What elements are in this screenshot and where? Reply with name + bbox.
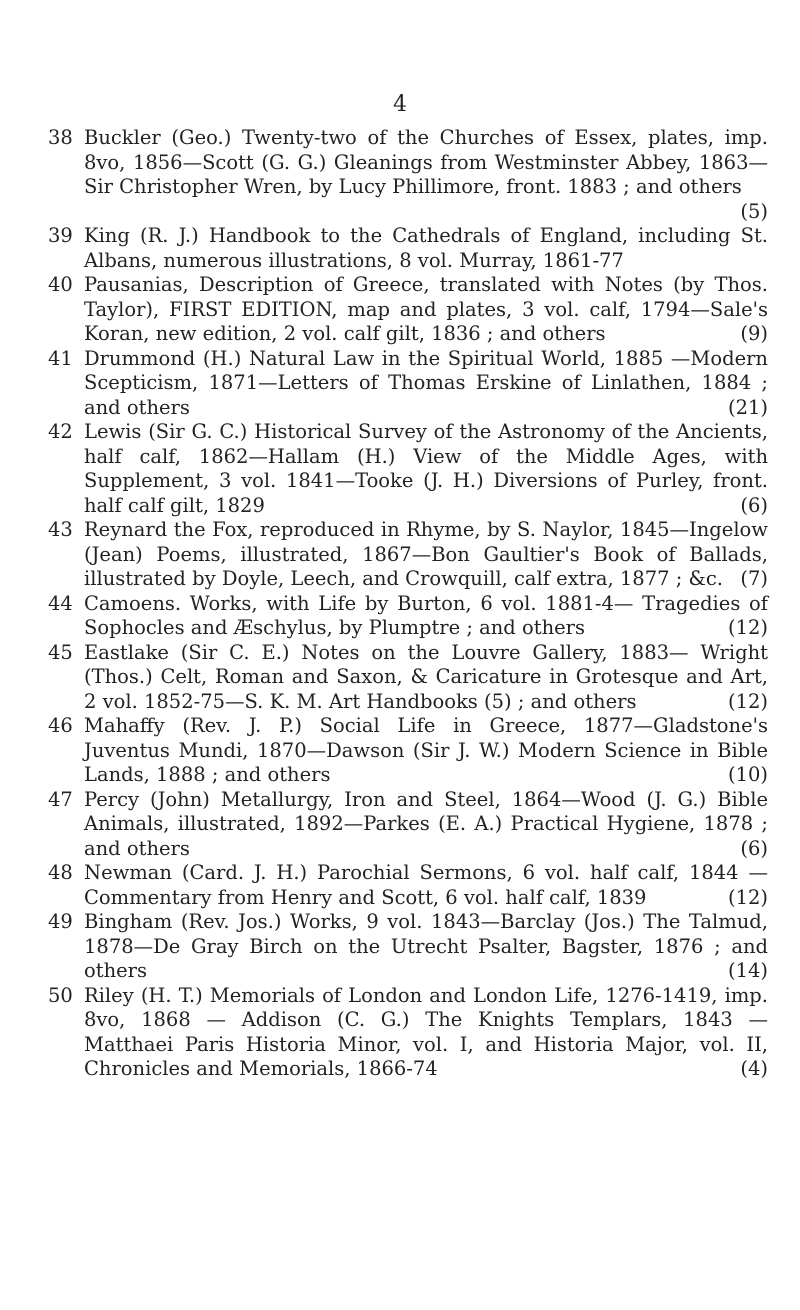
lot-entry [48, 273, 768, 347]
lot-number: 42 [48, 420, 73, 443]
lot-description: Camoens. Works, with Life by Burton, 6 vol. 1881-4— Tragedies of Sophocles and Æschylus, by Plumptre ; and others (12) [84, 591, 768, 639]
lot-description: King (R. J.) Handbook to the Cathedrals of England, including St. Albans, numerous illustrations, 8 vol. Murray, 1861-77 [84, 224, 768, 272]
lot-price: (10) [727, 763, 768, 786]
lot-price: (7) [740, 567, 768, 590]
lot-entry [48, 592, 768, 641]
lot-number: 47 [48, 787, 73, 811]
lot-description: Reynard the Fox, reproduced in Rhyme, by S. Naylor, 1845—Ingelow (Jean) Poems, illustrated, 1867—Bon Gaultier's Book of Ballads, illustrated by Doyle, Leech, and Crowquill, calf extra, 1877 ; &c. (7) [84, 518, 768, 590]
lot-entry [48, 126, 768, 224]
lot-description: Mahaffy (Rev. J. P.) Social Life in Greece, 1877—Gladstone's Juventus Mundi, 1870—Dawson (Sir J. W.) Modern Science in Bible Lands, 1888 ; and others (10) [84, 714, 768, 786]
page-number: 4 [393, 92, 407, 117]
lot-price: (21) [727, 395, 768, 419]
lot-price: (4) [740, 1057, 768, 1080]
lot-number: 38 [48, 126, 73, 149]
lot-entry [48, 861, 768, 910]
lot-description: Riley (H. T.) Memorials of London and London Life, 1276-1419, imp. 8vo, 1868 — Addison (C. G.) The Knights Templars, 1843 — Matthaei Paris Historia Minor, vol. I, and Historia Major, vol. II, Chronicles and Memorials, 1866-74 (4) [84, 983, 768, 1080]
lot-list [48, 126, 768, 1082]
lot-entry [48, 347, 768, 421]
lot-entry [48, 910, 768, 984]
lot-number: 44 [48, 591, 73, 615]
lot-price: (5) [740, 199, 768, 223]
lot-price: (9) [740, 322, 768, 345]
lot-description: Bingham (Rev. Jos.) Works, 9 vol. 1843—Barclay (Jos.) The Talmud, 1878—De Gray Birch on the Utrecht Psalter, Bagster, 1876 ; and others (14) [84, 910, 768, 982]
lot-entry [48, 420, 768, 518]
lot-description: Newman (Card. J. H.) Parochial Sermons, 6 vol. half calf, 1844 — Commentary from Henry and Scott, 6 vol. half calf, 1839 (12) [84, 861, 768, 909]
lot-entry [48, 714, 768, 788]
lot-price: (14) [727, 959, 768, 982]
lot-entry [48, 518, 768, 592]
lot-price: (12) [727, 616, 768, 639]
lot-number: 41 [48, 346, 73, 370]
lot-description: Percy (John) Metallurgy, Iron and Steel, 1864—Wood (J. G.) Bible Animals, illustrated, 1892—Parkes (E. A.) Practical Hygiene, 1878 ; and others (6) [84, 787, 768, 860]
lot-description: Eastlake (Sir C. E.) Notes on the Louvre Gallery, 1883— Wright (Thos.) Celt, Roman and Saxon, & Caricature in Grotesque and Art, 2 vol. 1852-75—S. K. M. Art Handbooks (5) ; and others (12) [84, 640, 768, 713]
lot-description: Drummond (H.) Natural Law in the Spiritual World, 1885 —Modern Scepticism, 1871—Letters of Thomas Erskine of Linlathen, 1884 ; and others (21) [84, 346, 768, 419]
lot-number: 43 [48, 518, 73, 541]
lot-entry [48, 984, 768, 1082]
lot-price: (12) [727, 885, 768, 909]
lot-entry [48, 788, 768, 862]
lot-number: 39 [48, 224, 73, 247]
lot-price: (6) [740, 493, 768, 517]
lot-number: 50 [48, 983, 73, 1007]
lot-price: (6) [740, 836, 768, 860]
lot-description: Buckler (Geo.) Twenty-two of the Churches of Essex, plates, imp. 8vo, 1856—Scott (G. G.) Gleanings from Westminster Abbey, 1863—Sir Christopher Wren, by Lucy Phillimore, front. 1883 ; and others (5) [84, 126, 768, 223]
lot-number: 49 [48, 910, 73, 933]
lot-entry [48, 224, 768, 273]
lot-number: 40 [48, 273, 73, 296]
lot-description: Pausanias, Description of Greece, translated with Notes (by Thos. Taylor), FIRST EDITION, map and plates, 3 vol. calf, 1794—Sale's Koran, new edition, 2 vol. calf gilt, 1836 ; and others (9) [84, 273, 768, 345]
lot-entry [48, 641, 768, 715]
lot-description: Lewis (Sir G. C.) Historical Survey of the Astronomy of the Ancients, half calf, 1862—Hallam (H.) View of the Middle Ages, with Supplement, 3 vol. 1841—Tooke (J. H.) Diversions of Purley, front. half calf gilt, 1829 (6) [84, 420, 768, 517]
lot-number: 48 [48, 861, 73, 884]
lot-price: (12) [727, 689, 768, 713]
lot-number: 45 [48, 640, 73, 664]
lot-number: 46 [48, 714, 73, 737]
